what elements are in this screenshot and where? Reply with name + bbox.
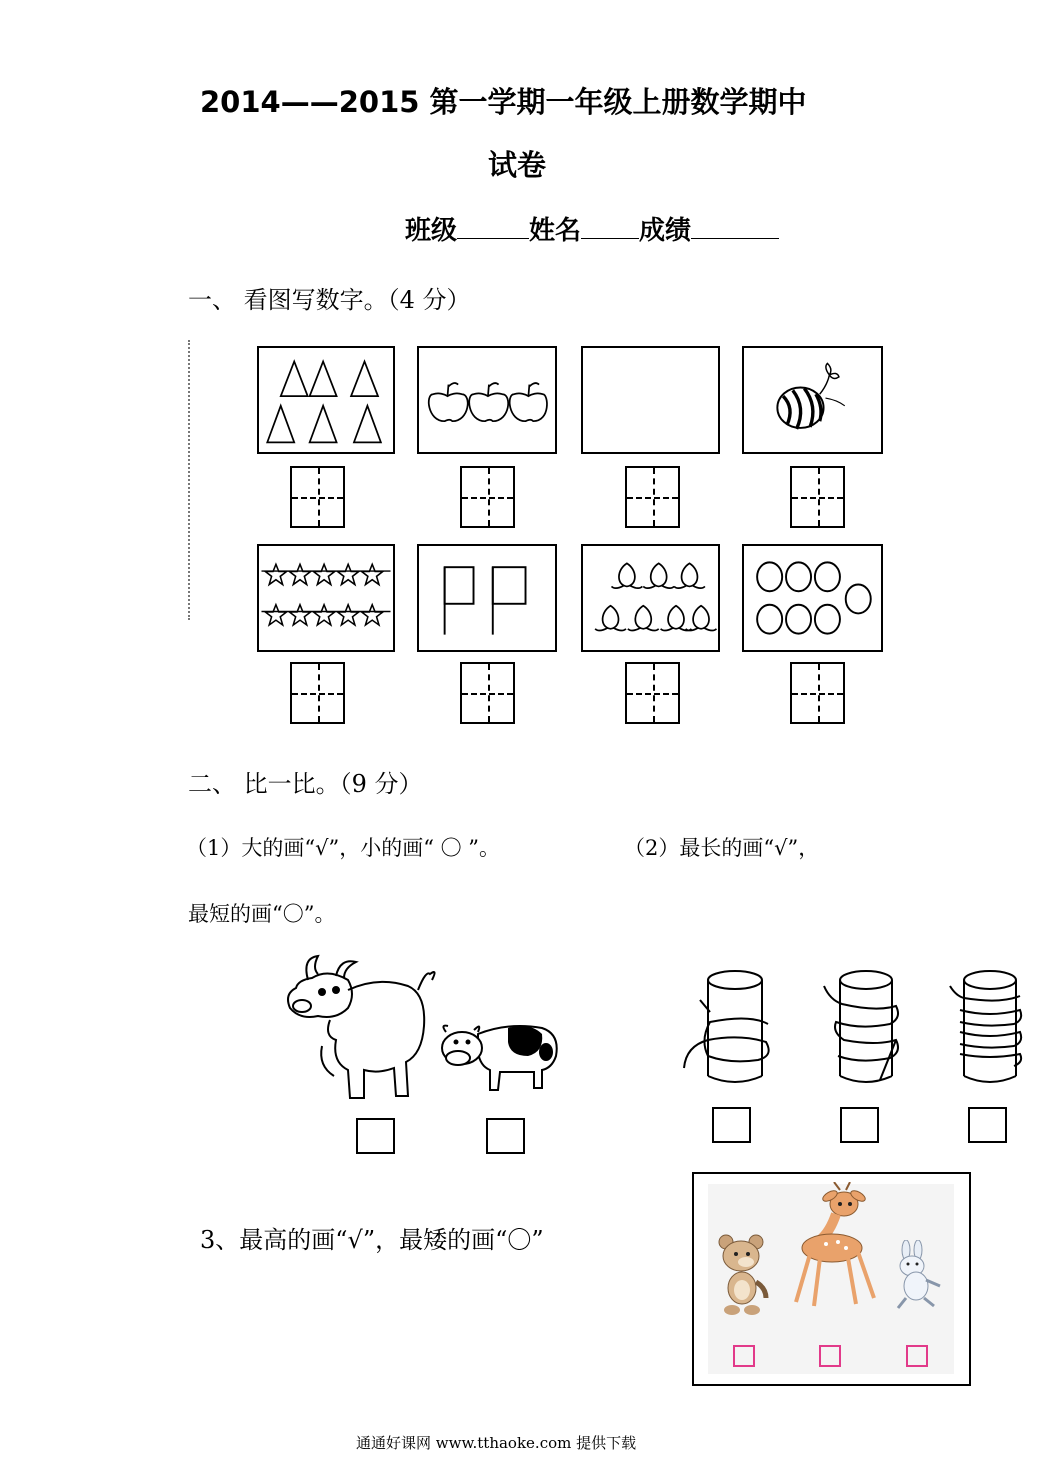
- big-cow-image: [278, 950, 438, 1106]
- section1-heading: 一、 看图写数字。（4 分）: [188, 286, 471, 314]
- section2-heading: 二、 比一比。（9 分）: [188, 770, 423, 798]
- flags-icon: [417, 544, 557, 652]
- empty-box: [581, 346, 720, 454]
- rope-cylinder-3-image: [940, 960, 1030, 1088]
- answer-box-big-cow[interactable]: [356, 1118, 395, 1154]
- student-info-row: [405, 210, 779, 247]
- circles-icon: [742, 544, 883, 652]
- answer-grid-1[interactable]: [290, 466, 345, 528]
- name-blank[interactable]: [581, 216, 639, 239]
- answer-box-deer[interactable]: [819, 1345, 841, 1367]
- class-blank[interactable]: [457, 216, 529, 239]
- page-title-continued: 试卷: [488, 148, 547, 182]
- answer-grid-8[interactable]: [790, 662, 845, 724]
- watermelon-icon: [742, 346, 883, 454]
- small-cow-image: [438, 1012, 562, 1092]
- apples-icon: [417, 346, 557, 454]
- class-label: 班级: [405, 216, 458, 246]
- answer-box-rabbit[interactable]: [906, 1345, 928, 1367]
- answer-box-small-cow[interactable]: [486, 1118, 525, 1154]
- triangles-icon: [257, 346, 395, 454]
- answer-box-rope-3[interactable]: [968, 1107, 1007, 1143]
- footer-source: 通通好课网 www.tthaoke.com 提供下载: [356, 1434, 637, 1452]
- answer-box-bear[interactable]: [733, 1345, 755, 1367]
- stars-icon: [257, 544, 395, 652]
- rope-cylinder-2-image: [820, 960, 930, 1088]
- question-2-continued: 最短的画“〇”。: [188, 902, 336, 926]
- margin-dotted-line: [188, 340, 190, 620]
- answer-grid-5[interactable]: [290, 662, 345, 724]
- score-label: 成绩: [639, 216, 692, 246]
- answer-box-rope-1[interactable]: [712, 1107, 751, 1143]
- question-2-text: （2）最长的画“√”，: [624, 836, 820, 860]
- answer-grid-7[interactable]: [625, 662, 680, 724]
- question-3-text: 3、最高的画“√”，最矮的画“〇”: [200, 1226, 544, 1254]
- name-label: 姓名: [529, 216, 582, 246]
- answer-grid-4[interactable]: [790, 466, 845, 528]
- question-1-text: （1）大的画“√”，小的画“ 〇 ”。: [186, 836, 501, 860]
- score-blank[interactable]: [691, 216, 779, 239]
- rabbit-image: [890, 1240, 948, 1312]
- answer-box-rope-2[interactable]: [840, 1107, 879, 1143]
- answer-grid-2[interactable]: [460, 466, 515, 528]
- answer-grid-6[interactable]: [460, 662, 515, 724]
- bear-image: [716, 1232, 772, 1316]
- peaches-icon: [581, 544, 720, 652]
- height-compare-frame: [692, 1172, 971, 1386]
- page-title: 2014——2015 第一学期一年级上册数学期中: [200, 85, 807, 119]
- answer-grid-3[interactable]: [625, 466, 680, 528]
- rope-cylinder-1-image: [680, 960, 790, 1088]
- deer-image: [790, 1182, 880, 1310]
